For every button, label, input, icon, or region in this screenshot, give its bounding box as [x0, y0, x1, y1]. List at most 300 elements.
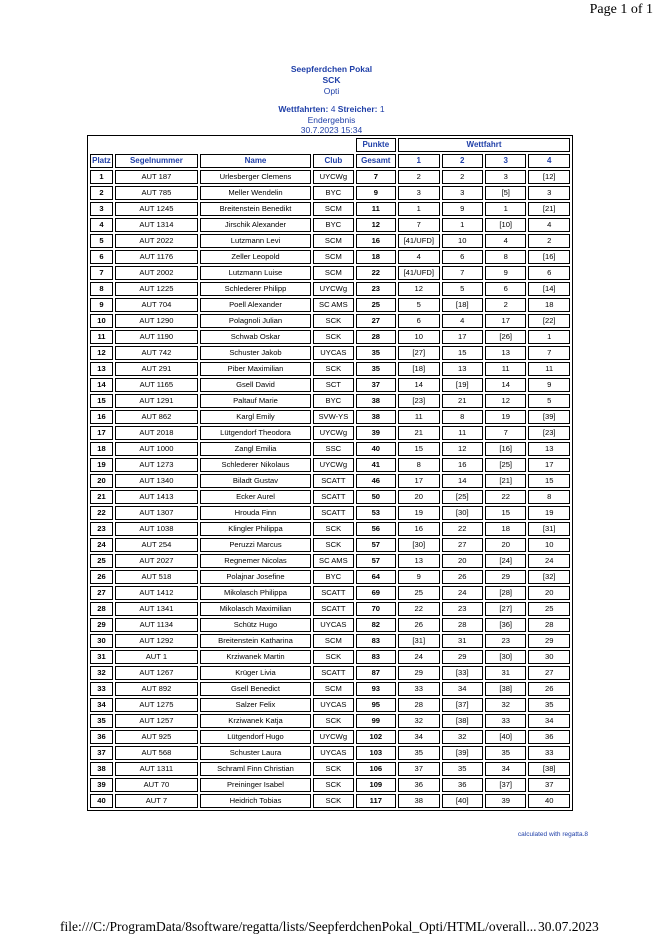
table-row — [90, 666, 570, 680]
total-points-cell: 117 — [356, 794, 396, 808]
race-2-cell: 36 — [442, 778, 483, 792]
name-cell: Lütgendorf Theodora — [200, 426, 311, 440]
name-cell: Lütgendorf Hugo — [200, 730, 311, 744]
rank-cell: 2 — [90, 186, 113, 200]
table-row — [90, 506, 570, 520]
race-1-cell: 26 — [398, 618, 439, 632]
sail-number-cell: AUT 1413 — [115, 490, 198, 504]
race-3-cell: 14 — [485, 378, 526, 392]
race-4-cell: 37 — [528, 778, 570, 792]
club-cell: SCM — [313, 682, 353, 696]
table-row — [90, 602, 570, 616]
name-cell: Hrouda Finn — [200, 506, 311, 520]
sail-number-cell: AUT 785 — [115, 186, 198, 200]
club-cell: SCK — [313, 362, 353, 376]
race-2-cell: 34 — [442, 682, 483, 696]
club-cell: UYCAS — [313, 346, 353, 360]
table-row — [90, 794, 570, 808]
total-points-cell: 27 — [356, 314, 396, 328]
race-1-cell: 14 — [398, 378, 439, 392]
club-cell: BYC — [313, 570, 353, 584]
total-points-cell: 41 — [356, 458, 396, 472]
total-points-cell: 37 — [356, 378, 396, 392]
race-3-cell: 7 — [485, 426, 526, 440]
table-row — [90, 218, 570, 232]
sail-number-cell: AUT 1176 — [115, 250, 198, 264]
rank-cell: 15 — [90, 394, 113, 408]
sail-number-cell: AUT 1 — [115, 650, 198, 664]
total-points-cell: 18 — [356, 250, 396, 264]
race-1-cell: 21 — [398, 426, 439, 440]
race-3-cell: 4 — [485, 234, 526, 248]
race-2-cell: 35 — [442, 762, 483, 776]
club-cell: SCM — [313, 266, 353, 280]
name-cell: Urlesberger Clemens — [200, 170, 311, 184]
race-4-cell: 18 — [528, 298, 570, 312]
col-club-header: Club — [313, 154, 353, 168]
name-cell: Peruzzi Marcus — [200, 538, 311, 552]
table-row — [90, 458, 570, 472]
sail-number-cell: AUT 1340 — [115, 474, 198, 488]
race-1-cell: 32 — [398, 714, 439, 728]
race-4-cell: [16] — [528, 250, 570, 264]
table-row — [90, 410, 570, 424]
club-cell: UYCAS — [313, 618, 353, 632]
race-3-cell: [21] — [485, 474, 526, 488]
race-1-cell: 22 — [398, 602, 439, 616]
race-2-cell: 29 — [442, 650, 483, 664]
race-3-cell: 20 — [485, 538, 526, 552]
rank-cell: 10 — [90, 314, 113, 328]
race-4-cell: 2 — [528, 234, 570, 248]
rank-cell: 36 — [90, 730, 113, 744]
race-2-cell: 4 — [442, 314, 483, 328]
total-points-cell: 40 — [356, 442, 396, 456]
name-cell: Polajnar Josefine — [200, 570, 311, 584]
race-4-cell: [21] — [528, 202, 570, 216]
race-1-cell: 12 — [398, 282, 439, 296]
race-4-cell: [12] — [528, 170, 570, 184]
club-cell: SCM — [313, 202, 353, 216]
sail-number-cell: AUT 187 — [115, 170, 198, 184]
race-4-cell: 24 — [528, 554, 570, 568]
total-points-cell: 64 — [356, 570, 396, 584]
column-header-row — [90, 154, 570, 168]
race-4-cell: 13 — [528, 442, 570, 456]
sail-number-cell: AUT 1273 — [115, 458, 198, 472]
rank-cell: 6 — [90, 250, 113, 264]
race-4-cell: 34 — [528, 714, 570, 728]
race-3-cell: [25] — [485, 458, 526, 472]
total-points-cell: 35 — [356, 346, 396, 360]
table-row — [90, 394, 570, 408]
name-cell: Zangl Emilia — [200, 442, 311, 456]
footer-file-path: file:///C:/ProgramData/8software/regatta/lists/SeepferdchenPokal_Opti/HTML/overall... — [60, 919, 537, 934]
rank-cell: 30 — [90, 634, 113, 648]
race-3-cell: 15 — [485, 506, 526, 520]
rank-cell: 9 — [90, 298, 113, 312]
race-4-cell: 3 — [528, 186, 570, 200]
race-4-cell: 29 — [528, 634, 570, 648]
table-row — [90, 682, 570, 696]
table-row — [90, 298, 570, 312]
race-4-cell: 5 — [528, 394, 570, 408]
race-3-cell: [30] — [485, 650, 526, 664]
rank-cell: 21 — [90, 490, 113, 504]
table-row — [90, 378, 570, 392]
table-row — [90, 586, 570, 600]
club-cell: SCM — [313, 234, 353, 248]
race-2-cell: [19] — [442, 378, 483, 392]
table-row — [90, 362, 570, 376]
race-3-cell: 32 — [485, 698, 526, 712]
club-cell: SCK — [313, 650, 353, 664]
rank-cell: 28 — [90, 602, 113, 616]
total-points-cell: 82 — [356, 618, 396, 632]
race-2-cell: [25] — [442, 490, 483, 504]
race-3-cell: [5] — [485, 186, 526, 200]
race-4-cell: [22] — [528, 314, 570, 328]
club-cell: SVW-YS — [313, 410, 353, 424]
race-4-cell: [14] — [528, 282, 570, 296]
table-row — [90, 426, 570, 440]
race-1-cell: [27] — [398, 346, 439, 360]
race-4-cell: 19 — [528, 506, 570, 520]
col-race-2-header: 2 — [442, 154, 483, 168]
race-2-cell: [38] — [442, 714, 483, 728]
sail-number-cell: AUT 1275 — [115, 698, 198, 712]
race-3-cell: 23 — [485, 634, 526, 648]
race-2-cell: 2 — [442, 170, 483, 184]
race-3-cell: 13 — [485, 346, 526, 360]
sail-number-cell: AUT 1341 — [115, 602, 198, 616]
sail-number-cell: AUT 1292 — [115, 634, 198, 648]
race-1-cell: 37 — [398, 762, 439, 776]
sail-number-cell: AUT 2022 — [115, 234, 198, 248]
total-points-cell: 53 — [356, 506, 396, 520]
race-2-cell: 27 — [442, 538, 483, 552]
race-4-cell: [23] — [528, 426, 570, 440]
table-row — [90, 346, 570, 360]
sail-number-cell: AUT 1165 — [115, 378, 198, 392]
table-row — [90, 266, 570, 280]
name-cell: Heidrich Tobias — [200, 794, 311, 808]
col-race-3-header: 3 — [485, 154, 526, 168]
race-1-cell: 5 — [398, 298, 439, 312]
race-4-cell: 26 — [528, 682, 570, 696]
rank-cell: 8 — [90, 282, 113, 296]
race-4-cell: 33 — [528, 746, 570, 760]
race-2-cell: 1 — [442, 218, 483, 232]
table-row — [90, 538, 570, 552]
rank-cell: 34 — [90, 698, 113, 712]
name-cell: Mikolasch Maximilian — [200, 602, 311, 616]
races-group-header: Wettfahrt — [398, 138, 570, 152]
race-4-cell: 27 — [528, 666, 570, 680]
name-cell: Schraml Finn Christian — [200, 762, 311, 776]
race-1-cell: 4 — [398, 250, 439, 264]
race-2-cell: 10 — [442, 234, 483, 248]
race-3-cell: 6 — [485, 282, 526, 296]
table-row — [90, 522, 570, 536]
club-cell: SCK — [313, 714, 353, 728]
total-points-cell: 16 — [356, 234, 396, 248]
points-group-header: Punkte — [356, 138, 396, 152]
race-3-cell: [38] — [485, 682, 526, 696]
table-row — [90, 170, 570, 184]
race-4-cell: [32] — [528, 570, 570, 584]
footer-date: 30.07.2023 — [538, 919, 599, 934]
table-row — [90, 698, 570, 712]
rank-cell: 7 — [90, 266, 113, 280]
race-3-cell: 35 — [485, 746, 526, 760]
club-cell: SCK — [313, 762, 353, 776]
sail-number-cell: AUT 1311 — [115, 762, 198, 776]
name-cell: Lutzmann Luise — [200, 266, 311, 280]
sail-number-cell: AUT 291 — [115, 362, 198, 376]
race-2-cell: 24 — [442, 586, 483, 600]
total-points-cell: 56 — [356, 522, 396, 536]
col-platz-header: Platz — [90, 154, 113, 168]
total-points-cell: 9 — [356, 186, 396, 200]
race-4-cell: [39] — [528, 410, 570, 424]
total-points-cell: 95 — [356, 698, 396, 712]
race-1-cell: 38 — [398, 794, 439, 808]
table-row — [90, 202, 570, 216]
race-3-cell: [36] — [485, 618, 526, 632]
rank-cell: 18 — [90, 442, 113, 456]
total-points-cell: 12 — [356, 218, 396, 232]
table-row — [90, 570, 570, 584]
race-4-cell: 8 — [528, 490, 570, 504]
discards-value: 1 — [379, 104, 385, 114]
rank-cell: 17 — [90, 426, 113, 440]
total-points-cell: 11 — [356, 202, 396, 216]
sail-number-cell: AUT 1245 — [115, 202, 198, 216]
sail-number-cell: AUT 1000 — [115, 442, 198, 456]
race-1-cell: 17 — [398, 474, 439, 488]
race-3-cell: 33 — [485, 714, 526, 728]
sail-number-cell: AUT 518 — [115, 570, 198, 584]
col-name-header: Name — [200, 154, 311, 168]
name-cell: Paltauf Marie — [200, 394, 311, 408]
total-points-cell: 69 — [356, 586, 396, 600]
table-row — [90, 778, 570, 792]
club-cell: SCT — [313, 378, 353, 392]
total-points-cell: 109 — [356, 778, 396, 792]
regatta-title: Seepferdchen Pokal — [290, 64, 373, 74]
race-3-cell: 8 — [485, 250, 526, 264]
club-cell: UYCWg — [313, 458, 353, 472]
sail-number-cell: AUT 1134 — [115, 618, 198, 632]
name-cell: Piber Maximilian — [200, 362, 311, 376]
result-datetime: 30.7.2023 15:34 — [300, 125, 363, 135]
rank-cell: 35 — [90, 714, 113, 728]
rank-cell: 3 — [90, 202, 113, 216]
table-row — [90, 762, 570, 776]
total-points-cell: 83 — [356, 650, 396, 664]
race-2-cell: [37] — [442, 698, 483, 712]
table-row — [90, 554, 570, 568]
page-number: Page 1 of 1 — [589, 2, 653, 17]
race-1-cell: 7 — [398, 218, 439, 232]
race-4-cell: 30 — [528, 650, 570, 664]
results-table — [87, 135, 573, 811]
page-footer — [60, 919, 599, 935]
race-3-cell: 39 — [485, 794, 526, 808]
race-3-cell: [26] — [485, 330, 526, 344]
rank-cell: 39 — [90, 778, 113, 792]
race-3-cell: [28] — [485, 586, 526, 600]
race-3-cell: 1 — [485, 202, 526, 216]
race-3-cell: 18 — [485, 522, 526, 536]
club-cell: SCK — [313, 522, 353, 536]
name-cell: Schuster Jakob — [200, 346, 311, 360]
race-2-cell: 6 — [442, 250, 483, 264]
table-row — [90, 634, 570, 648]
sail-number-cell: AUT 1290 — [115, 314, 198, 328]
name-cell: Schuster Laura — [200, 746, 311, 760]
rank-cell: 14 — [90, 378, 113, 392]
organizer-club: SCK — [322, 75, 341, 85]
race-3-cell: 12 — [485, 394, 526, 408]
race-2-cell: 32 — [442, 730, 483, 744]
club-cell: SCK — [313, 778, 353, 792]
rank-cell: 24 — [90, 538, 113, 552]
club-cell: UYCWg — [313, 426, 353, 440]
race-3-cell: 34 — [485, 762, 526, 776]
race-1-cell: 35 — [398, 746, 439, 760]
sail-number-cell: AUT 1225 — [115, 282, 198, 296]
sail-number-cell: AUT 2027 — [115, 554, 198, 568]
total-points-cell: 57 — [356, 554, 396, 568]
race-summary — [0, 104, 663, 115]
name-cell: Jirschik Alexander — [200, 218, 311, 232]
name-cell: Preininger Isabel — [200, 778, 311, 792]
race-2-cell: [40] — [442, 794, 483, 808]
name-cell: Lutzmann Levi — [200, 234, 311, 248]
rank-cell: 23 — [90, 522, 113, 536]
race-2-cell: [18] — [442, 298, 483, 312]
race-3-cell: 22 — [485, 490, 526, 504]
name-cell: Zeller Leopold — [200, 250, 311, 264]
name-cell: Ecker Aurel — [200, 490, 311, 504]
race-3-cell: 11 — [485, 362, 526, 376]
rank-cell: 33 — [90, 682, 113, 696]
race-1-cell: 15 — [398, 442, 439, 456]
rank-cell: 40 — [90, 794, 113, 808]
race-2-cell: 21 — [442, 394, 483, 408]
race-3-cell: [24] — [485, 554, 526, 568]
club-cell: SSC — [313, 442, 353, 456]
club-cell: SCK — [313, 794, 353, 808]
race-1-cell: 20 — [398, 490, 439, 504]
table-row — [90, 650, 570, 664]
race-3-cell: 9 — [485, 266, 526, 280]
name-cell: Gsell David — [200, 378, 311, 392]
name-cell: Salzer Felix — [200, 698, 311, 712]
table-row — [90, 746, 570, 760]
sail-number-cell: AUT 254 — [115, 538, 198, 552]
discards-label: Streicher: — [337, 104, 378, 114]
race-2-cell: [33] — [442, 666, 483, 680]
sail-number-cell: AUT 2002 — [115, 266, 198, 280]
race-4-cell: 20 — [528, 586, 570, 600]
race-3-cell: [10] — [485, 218, 526, 232]
race-2-cell: 23 — [442, 602, 483, 616]
name-cell: Breitenstein Benedikt — [200, 202, 311, 216]
total-points-cell: 99 — [356, 714, 396, 728]
race-2-cell: 12 — [442, 442, 483, 456]
table-row — [90, 474, 570, 488]
total-points-cell: 35 — [356, 362, 396, 376]
race-4-cell: [38] — [528, 762, 570, 776]
race-1-cell: 19 — [398, 506, 439, 520]
race-2-cell: 15 — [442, 346, 483, 360]
club-cell: UYCWg — [313, 730, 353, 744]
race-1-cell: 6 — [398, 314, 439, 328]
col-segelnummer-header: Segelnummer — [115, 154, 198, 168]
total-points-cell: 70 — [356, 602, 396, 616]
race-2-cell: 17 — [442, 330, 483, 344]
table-row — [90, 282, 570, 296]
races-label: Wettfahrten: — [278, 104, 329, 114]
race-1-cell: 8 — [398, 458, 439, 472]
result-type: Endergebnis — [307, 115, 356, 125]
total-points-cell: 83 — [356, 634, 396, 648]
race-1-cell: 2 — [398, 170, 439, 184]
race-3-cell: 31 — [485, 666, 526, 680]
name-cell: Krziwanek Katja — [200, 714, 311, 728]
group-header-row — [90, 138, 570, 152]
sail-number-cell: AUT 862 — [115, 410, 198, 424]
race-2-cell: [30] — [442, 506, 483, 520]
race-1-cell: 24 — [398, 650, 439, 664]
race-1-cell: [31] — [398, 634, 439, 648]
total-points-cell: 7 — [356, 170, 396, 184]
rank-cell: 1 — [90, 170, 113, 184]
race-1-cell: [30] — [398, 538, 439, 552]
race-4-cell: 40 — [528, 794, 570, 808]
rank-cell: 38 — [90, 762, 113, 776]
race-2-cell: 26 — [442, 570, 483, 584]
race-1-cell: 36 — [398, 778, 439, 792]
race-4-cell: 1 — [528, 330, 570, 344]
total-points-cell: 22 — [356, 266, 396, 280]
name-cell: Gsell Benedict — [200, 682, 311, 696]
sail-number-cell: AUT 1291 — [115, 394, 198, 408]
race-3-cell: 2 — [485, 298, 526, 312]
total-points-cell: 87 — [356, 666, 396, 680]
rank-cell: 16 — [90, 410, 113, 424]
total-points-cell: 28 — [356, 330, 396, 344]
race-4-cell: 11 — [528, 362, 570, 376]
total-points-cell: 93 — [356, 682, 396, 696]
rank-cell: 29 — [90, 618, 113, 632]
club-cell: SCATT — [313, 474, 353, 488]
sail-number-cell: AUT 70 — [115, 778, 198, 792]
race-2-cell: 3 — [442, 186, 483, 200]
table-row — [90, 618, 570, 632]
club-cell: UYCWg — [313, 282, 353, 296]
club-cell: SC AMS — [313, 298, 353, 312]
name-cell: Schlederer Nikolaus — [200, 458, 311, 472]
race-4-cell: 9 — [528, 378, 570, 392]
race-1-cell: 10 — [398, 330, 439, 344]
club-cell: SCATT — [313, 586, 353, 600]
race-1-cell: 9 — [398, 570, 439, 584]
race-4-cell: 25 — [528, 602, 570, 616]
